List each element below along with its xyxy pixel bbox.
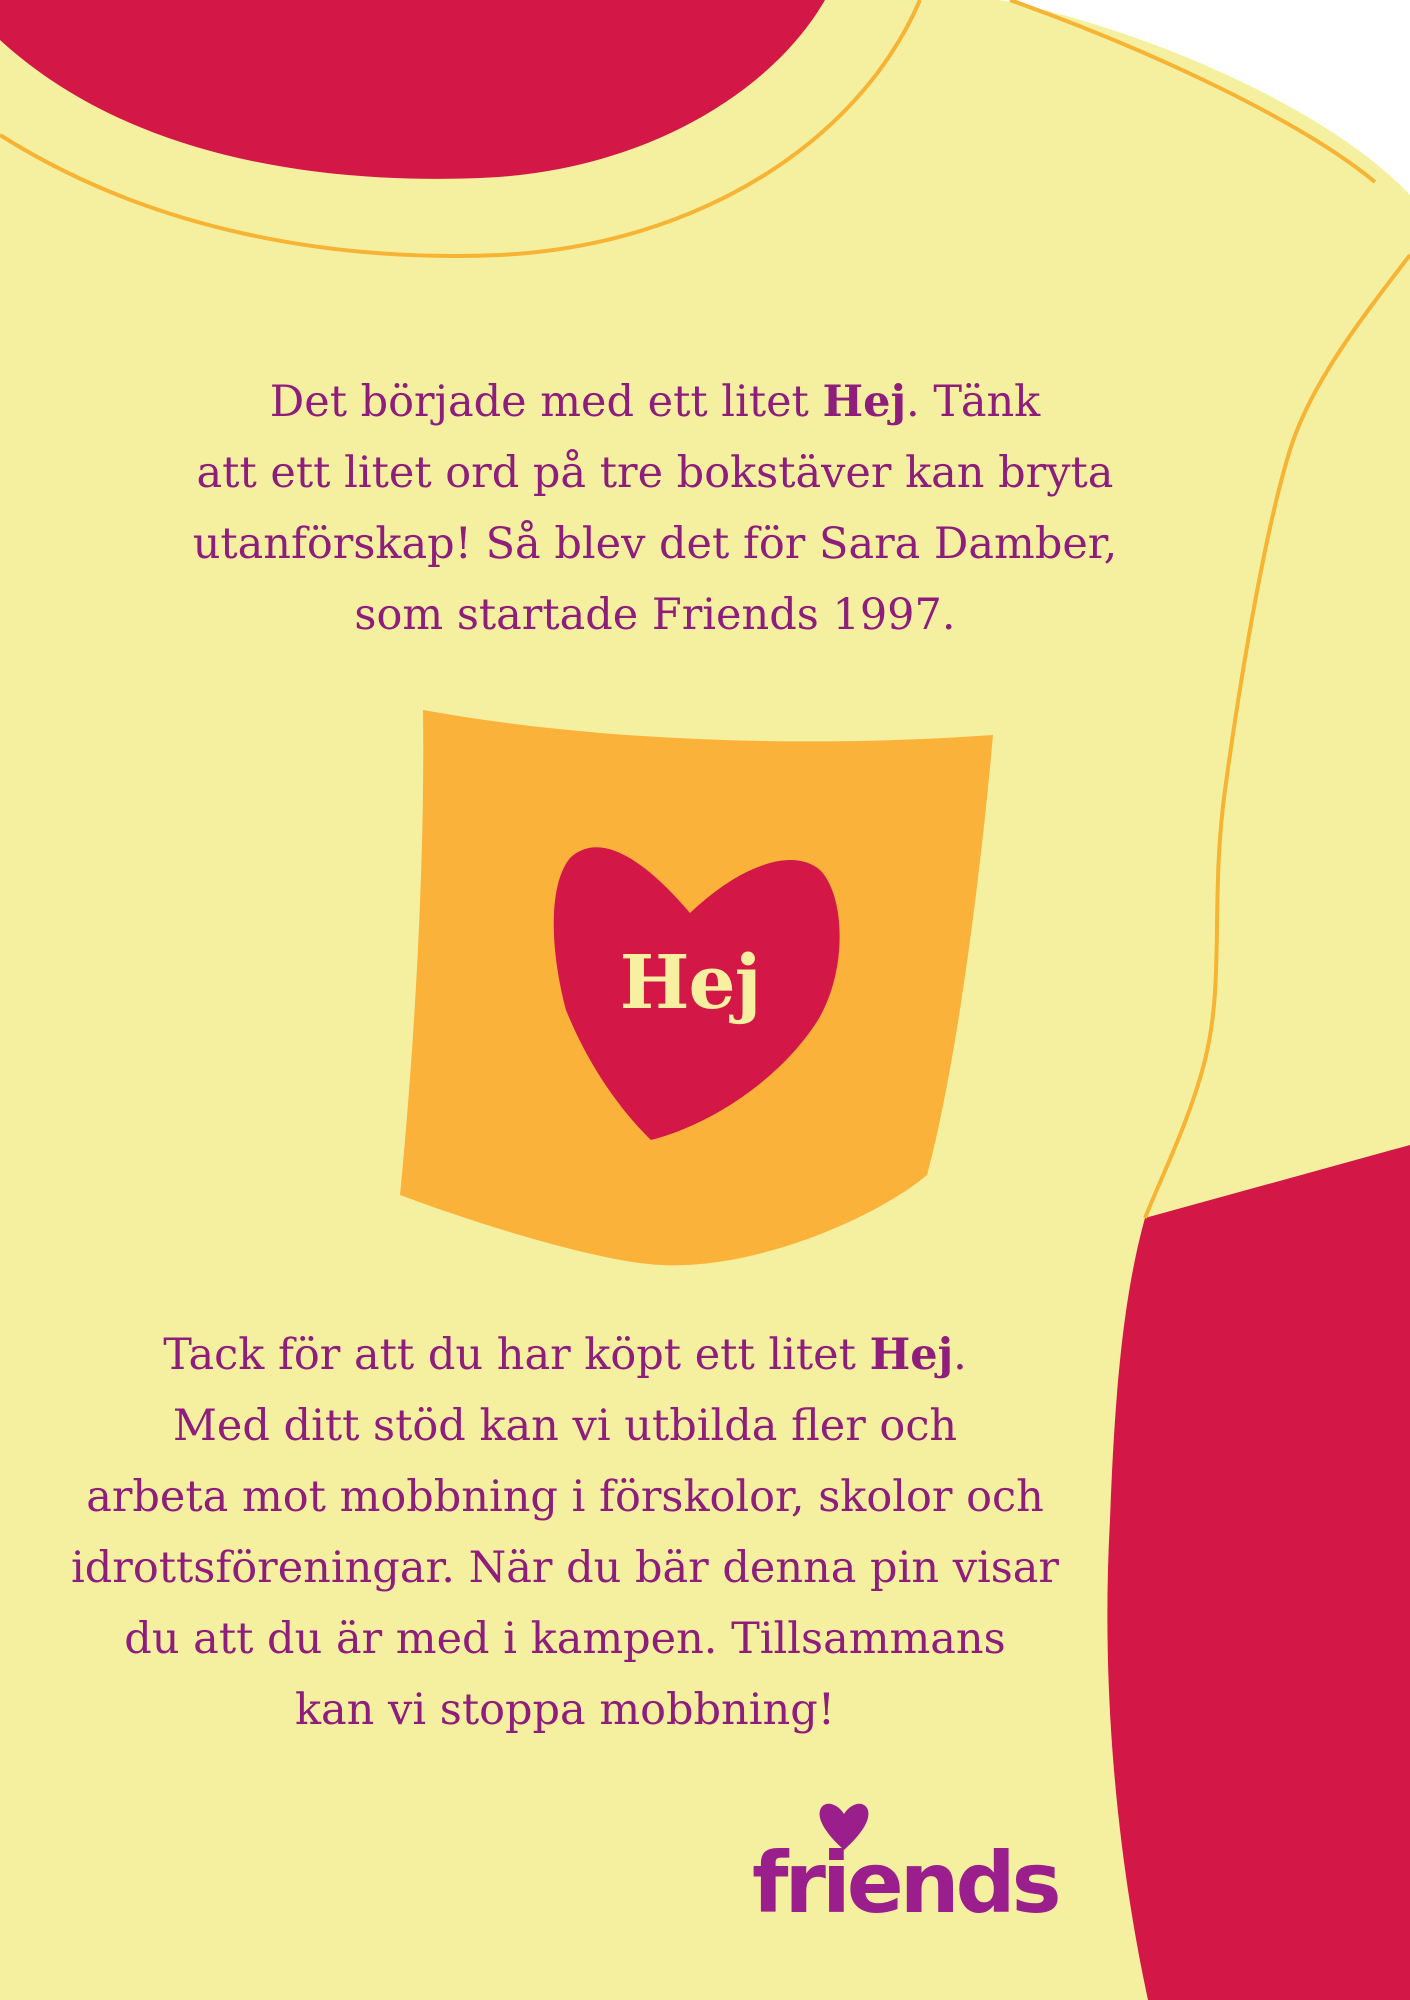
thanks-line-4: idrottsföreningar. När du bär denna pin visar (71, 1543, 1059, 1593)
friends-logo (752, 1800, 1058, 1932)
thanks-line-5: du att du är med i kampen. Tillsammans (124, 1614, 1006, 1664)
shirt-sleeve (1107, 1145, 1410, 2000)
intro-line-1-end: . Tänk (906, 377, 1041, 427)
intro-line-2: att ett litet ord på tre bokstäver kan bryta (196, 448, 1114, 498)
intro-line-1 (150, 367, 1160, 438)
thanks-line-1-end: . (953, 1330, 967, 1380)
intro-line-4: som startade Friends 1997. (354, 590, 956, 640)
thanks-line-1-start: Tack för att du har köpt ett litet (163, 1330, 870, 1380)
intro-paragraph (150, 367, 1160, 651)
pocket-heart-label: Hej (619, 940, 761, 1026)
thanks-line-6: kan vi stoppa mobbning! (294, 1685, 836, 1735)
logo-wordmark: friends (752, 1834, 1058, 1932)
intro-line-1-start: Det började med ett litet (269, 377, 823, 427)
intro-line-3: utanförskap! Så blev det för Sara Damber, (192, 519, 1118, 569)
intro-hej-emphasis: Hej (822, 377, 907, 427)
thanks-line-1 (40, 1320, 1090, 1391)
thanks-line-2: Med ditt stöd kan vi utbilda fler och (172, 1401, 958, 1451)
thanks-line-3: arbeta mot mobbning i förskolor, skolor och (86, 1472, 1044, 1522)
thanks-paragraph (40, 1320, 1090, 1746)
thanks-hej-emphasis: Hej (869, 1330, 954, 1380)
